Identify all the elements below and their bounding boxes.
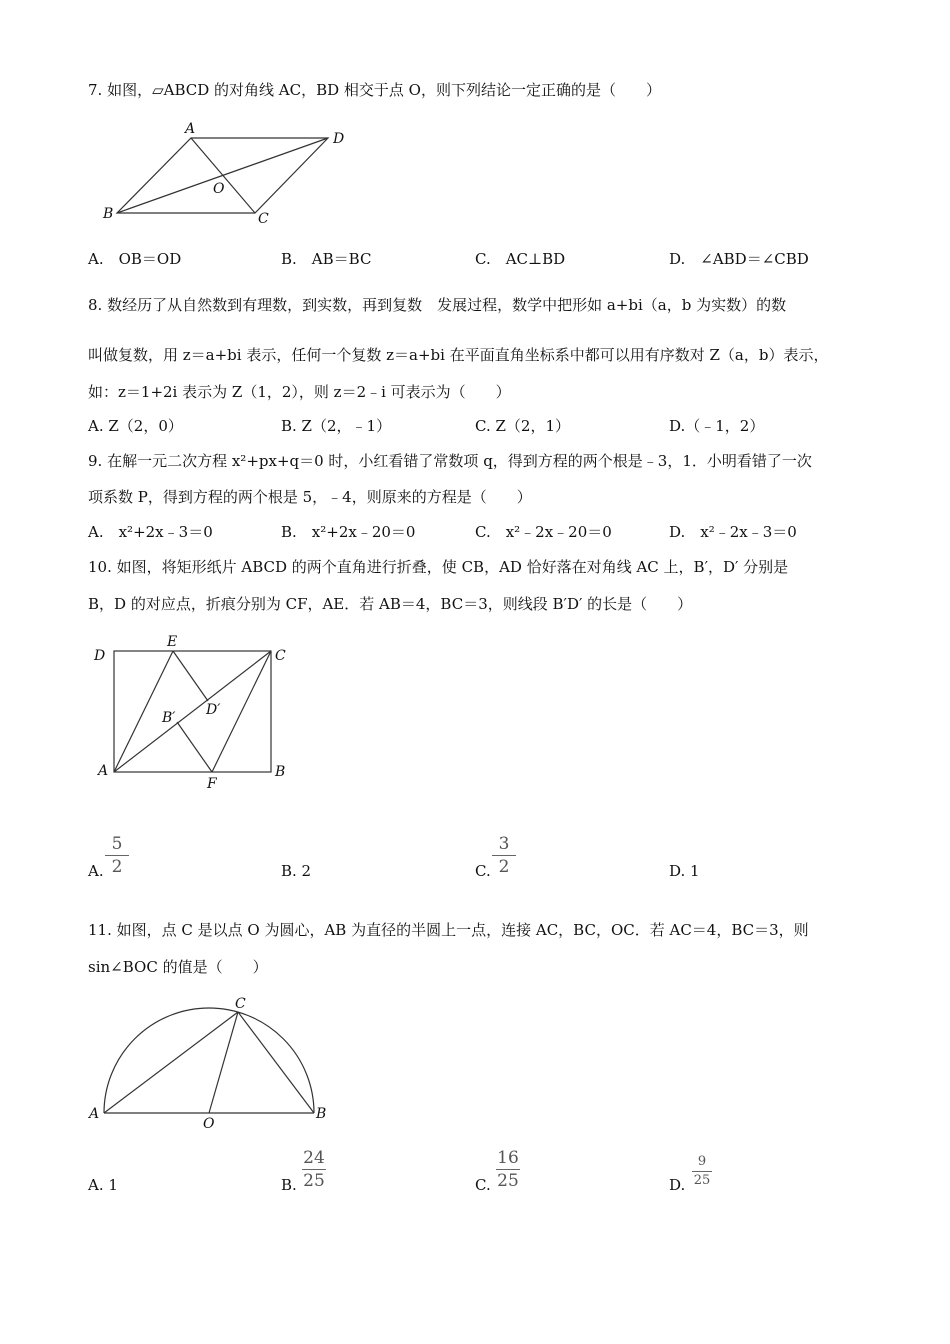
q11-label-b: B — [316, 1106, 327, 1122]
q10-label-c: C — [275, 648, 286, 664]
q10-option-d[interactable]: D. 1 — [669, 862, 700, 880]
q8-line-3: 如：z＝1+2i 表示为 Z（1，2），则 z＝2﹣i 可表示为（ ） — [88, 383, 511, 401]
q10-label-e: E — [167, 634, 178, 650]
q9-option-d[interactable]: D. x²﹣2x﹣3＝0 — [669, 523, 797, 541]
q11-line-2: sin∠BOC 的值是（ ） — [88, 958, 268, 976]
q10-option-b[interactable]: B. 2 — [281, 862, 312, 880]
q10-label-d: D — [94, 648, 106, 664]
q8-option-c[interactable]: C. Z（2，1） — [475, 417, 570, 435]
q10-option-c-denominator: 2 — [498, 857, 510, 877]
q7-option-b[interactable]: B. AB＝BC — [281, 250, 372, 268]
q8-option-a[interactable]: A. Z（2，0） — [88, 417, 183, 435]
q11-label-c: C — [235, 996, 246, 1012]
q10-label-a: A — [98, 763, 109, 779]
q7-label-a: A — [185, 121, 196, 137]
q11-option-d-denominator: 25 — [693, 1173, 711, 1188]
q10-line-1: 10. 如图，将矩形纸片 ABCD 的两个直角进行折叠，使 CB，AD 恰好落在对角线 AC 上，B′，D′ 分别是 — [88, 558, 789, 576]
q9-line-1: 9. 在解一元二次方程 x²+px+q＝0 时，小红看错了常数项 q，得到方程的两个根是﹣3，1．小明看错了一次 — [88, 452, 812, 470]
q10-rectangle-fold-figure — [90, 630, 305, 795]
q11-option-b[interactable]: B. — [281, 1176, 297, 1194]
q11-label-o: O — [203, 1116, 215, 1132]
q10-option-a[interactable]: A. — [88, 862, 104, 880]
q9-option-b[interactable]: B. x²+2x﹣20＝0 — [281, 523, 416, 541]
q8-option-d[interactable]: D.（﹣1，2） — [669, 417, 765, 435]
q11-option-b-numerator: 24 — [303, 1148, 325, 1168]
q11-option-b-fraction — [302, 1148, 326, 1191]
q10-line-2: B，D 的对应点，折痕分别为 CF，AE．若 AB＝4，BC＝3，则线段 B′D′ 的长是（ ） — [88, 595, 693, 613]
q11-option-d[interactable]: D. — [669, 1176, 686, 1194]
q10-label-f: F — [207, 776, 217, 792]
q11-option-d-fraction — [692, 1154, 712, 1189]
q10-label-b-prime: B′ — [162, 710, 176, 726]
q7-label-c: C — [258, 211, 269, 227]
q11-option-c-denominator: 25 — [497, 1171, 519, 1191]
q11-semicircle-figure — [85, 990, 335, 1135]
q9-option-c[interactable]: C. x²﹣2x﹣20＝0 — [475, 523, 612, 541]
q10-label-d-prime: D′ — [206, 702, 221, 718]
q11-option-b-denominator: 25 — [303, 1171, 325, 1191]
q7-label-d: D — [333, 131, 345, 147]
q8-line-1: 8. 数经历了从自然数到有理数，到实数，再到复数 发展过程，数学中把形如 a+bi（a，b 为实数）的数 — [88, 296, 787, 314]
q10-option-a-denominator: 2 — [111, 857, 123, 877]
q7-label-o: O — [213, 181, 225, 197]
q10-option-c-numerator: 3 — [498, 834, 510, 854]
q11-option-d-numerator: 9 — [697, 1154, 707, 1169]
q7-label-b: B — [103, 206, 114, 222]
q7-option-c[interactable]: C. AC⊥BD — [475, 250, 566, 268]
q10-option-a-fraction — [105, 834, 129, 877]
q10-option-a-numerator: 5 — [111, 834, 123, 854]
q8-option-b[interactable]: B. Z（2，﹣1） — [281, 417, 392, 435]
q11-line-1: 11. 如图，点 C 是以点 O 为圆心，AB 为直径的半圆上一点，连接 AC，BC，OC．若 AC＝4，BC＝3，则 — [88, 921, 809, 939]
q10-option-c-fraction — [492, 834, 516, 877]
q7-stem: 7. 如图，▱ABCD 的对角线 AC，BD 相交于点 O，则下列结论一定正确的是（ ） — [88, 81, 661, 99]
q7-option-d[interactable]: D. ∠ABD＝∠CBD — [669, 250, 809, 268]
q9-option-a[interactable]: A. x²+2x﹣3＝0 — [88, 523, 213, 541]
q11-option-a[interactable]: A. 1 — [88, 1176, 118, 1194]
q11-option-c-numerator: 16 — [497, 1148, 519, 1168]
q10-label-b: B — [275, 764, 286, 780]
q7-parallelogram-figure — [95, 115, 355, 230]
q9-line-2: 项系数 P，得到方程的两个根是 5，﹣4，则原来的方程是（ ） — [88, 488, 532, 506]
q11-label-a: A — [89, 1106, 100, 1122]
q11-option-c[interactable]: C. — [475, 1176, 491, 1194]
q10-option-c[interactable]: C. — [475, 862, 491, 880]
q11-option-c-fraction — [496, 1148, 520, 1191]
q7-option-a[interactable]: A. OB＝OD — [88, 250, 182, 268]
q8-line-2: 叫做复数，用 z＝a+bi 表示，任何一个复数 z＝a+bi 在平面直角坐标系中都可以用有序数对 Z（a，b）表示， — [88, 346, 829, 364]
